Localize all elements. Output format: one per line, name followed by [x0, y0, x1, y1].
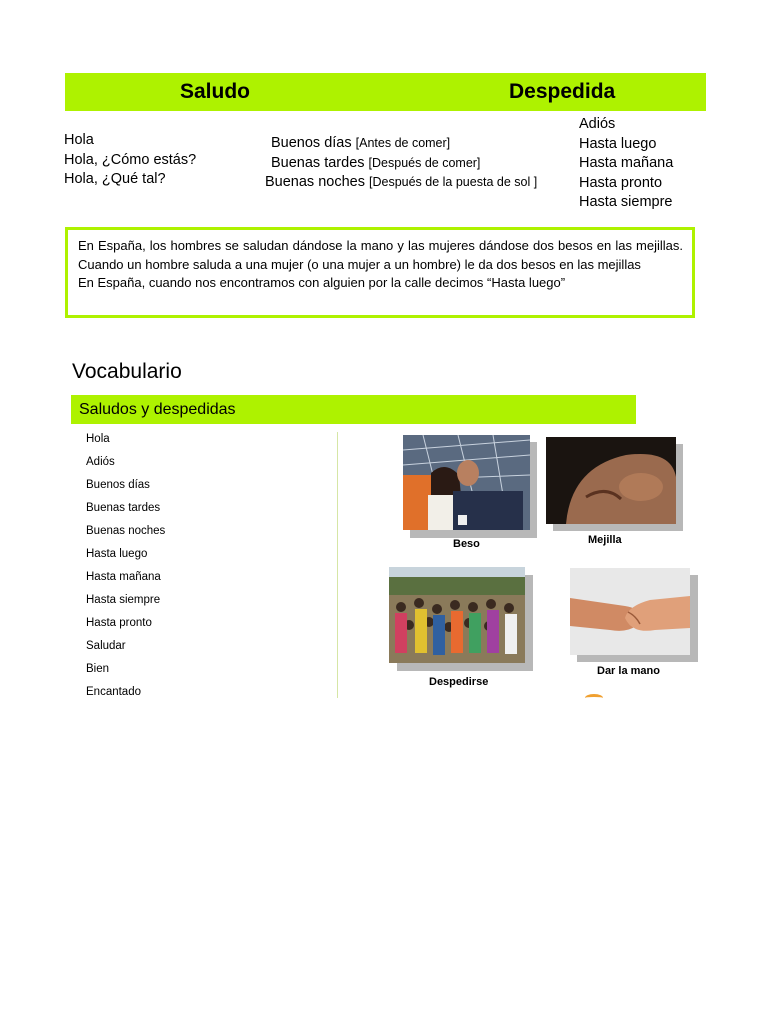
vocab-item: Hola	[86, 433, 110, 445]
vocab-item: Saludar	[86, 640, 126, 652]
saludo-main: Buenas noches	[265, 174, 365, 190]
vocab-item: Buenas noches	[86, 525, 166, 537]
despedirse-photo	[389, 567, 533, 688]
vocab-item: Adiós	[86, 456, 115, 468]
vocab-item: Hasta siempre	[86, 594, 161, 606]
cultural-note-paragraph: En España, cuando nos encontramos con alguien por la calle decimos “Hasta luego”	[78, 275, 566, 291]
vocab-item: Buenos días	[86, 479, 150, 491]
dar-la-mano-photo	[570, 568, 698, 677]
saludo-main: Buenas tardes	[271, 155, 365, 171]
despedida-item: Hasta mañana	[579, 155, 674, 171]
despedirse-caption: Despedirse	[429, 676, 489, 688]
vocab-list	[86, 428, 165, 704]
beso-photo	[403, 435, 537, 550]
despedida-item: Adiós	[579, 116, 616, 132]
vocab-section-title: Saludos y despedidas	[79, 401, 236, 418]
vocab-item: Buenas tardes	[86, 502, 161, 514]
mejilla-image	[546, 437, 676, 524]
beso-caption: Beso	[453, 538, 480, 550]
saludo-item: Hola	[64, 132, 94, 148]
despedida-item: Hasta siempre	[579, 194, 673, 210]
saludo-note: [Después de comer]	[368, 156, 481, 170]
saludo-main: Buenos días	[271, 135, 352, 151]
saludo-item: Hola, ¿Qué tal?	[64, 171, 166, 187]
decorative-arc	[585, 694, 603, 702]
vocab-item: Hasta pronto	[86, 617, 152, 629]
vocab-item: Bien	[86, 663, 110, 675]
vocab-item: Hasta mañana	[86, 571, 161, 583]
column-divider	[337, 432, 338, 698]
cultural-note-box	[65, 227, 695, 318]
despedirse-image	[389, 567, 525, 663]
saludos-basic-list	[64, 131, 196, 190]
saludo-note: [Después de la puesta de sol ]	[369, 175, 538, 189]
dar-la-mano-image	[570, 568, 690, 655]
saludo-heading: Saludo	[180, 80, 251, 103]
vocabulario-title: Vocabulario	[72, 360, 182, 383]
dar-la-mano-caption: Dar la mano	[597, 665, 660, 677]
mejilla-photo	[546, 437, 683, 546]
header-band	[65, 73, 706, 111]
saludo-row	[271, 154, 480, 174]
cultural-note-paragraph: En España, los hombres se saludan dándose la mano y las mujeres dándose dos besos en las mejillas. Cuando un hombre saluda a una mujer (o una mujer a un hombre) le da dos besos en las mejillas	[78, 238, 683, 272]
beso-image	[403, 435, 530, 530]
vocab-item: Encantado	[86, 686, 141, 698]
vocab-section-band	[71, 395, 636, 424]
saludo-note: [Antes de comer]	[355, 136, 451, 150]
despedida-heading: Despedida	[509, 80, 616, 103]
mejilla-caption: Mejilla	[588, 534, 622, 546]
saludo-row	[265, 173, 537, 193]
despedidas-list	[579, 115, 673, 213]
despedida-item: Hasta luego	[579, 135, 657, 152]
saludo-item: Hola, ¿Cómo estás?	[64, 151, 197, 168]
vocab-item: Hasta luego	[86, 548, 148, 560]
saludo-row	[271, 134, 450, 154]
despedida-item: Hasta pronto	[579, 174, 663, 191]
